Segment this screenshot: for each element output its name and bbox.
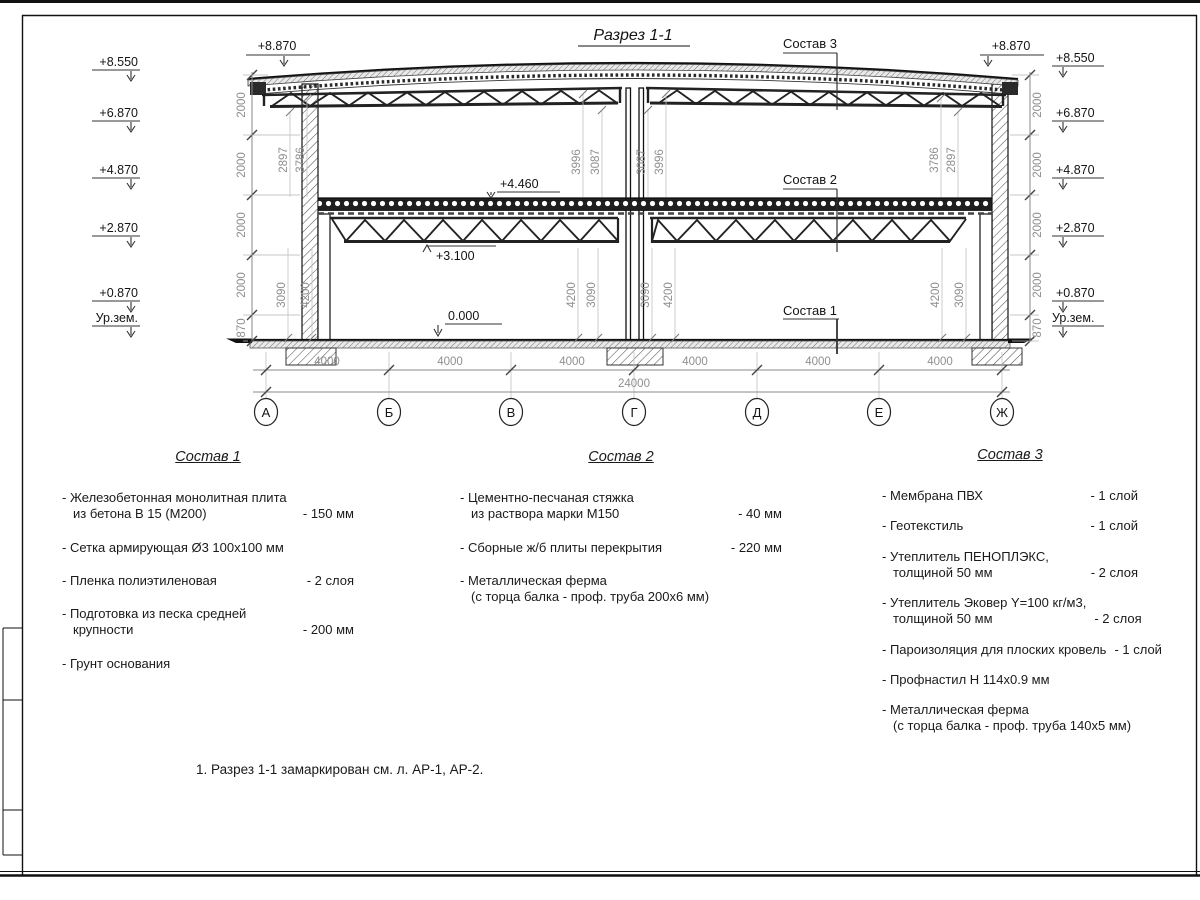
item-text [460,490,634,523]
item-text [882,672,1050,688]
item-text-line: из раствора марки М150 [471,506,620,522]
item-text-line: толщиной 50 мм [893,564,993,580]
dim-label: 2000 [1032,152,1044,178]
item-text-line: (с торца балка - проф. труба 140х5 мм) [893,718,1132,734]
composition-title: Состав 3 [977,447,1043,463]
dim-label: 2000 [236,272,248,298]
item-text [460,573,709,606]
dim-label: 4000 [437,356,463,368]
svg-text:+3.100: +3.100 [436,249,475,263]
elevation-mark [92,106,140,132]
foundations [286,348,1022,365]
item-text [882,518,963,534]
svg-text:+0.870: +0.870 [1056,286,1095,300]
elevation-mark [92,163,140,189]
dim-label: 2000 [1032,92,1044,118]
axis-label: Ж [995,405,1009,420]
elevation-mark [1052,286,1104,312]
dim-label: 4000 [314,356,340,368]
item-text-line: - Железобетонная монолитная плита [62,490,287,506]
item-text [882,702,1131,735]
item-text-line: - Сборные ж/б плиты перекрытия [460,539,663,555]
margin-stamp-boxes [3,628,22,855]
item-value: - 1 слой [1114,641,1162,657]
dim-label-total: 24000 [618,378,650,390]
item-text [62,606,246,639]
dim-label: 2000 [1032,272,1044,298]
dim-label: 870 [1032,318,1044,338]
item-text-line: крупности [73,622,134,638]
item-value: - 40 мм [738,506,782,522]
composition-item [460,573,782,606]
svg-text:+6.870: +6.870 [1056,106,1095,120]
item-text-line: - Мембрана ПВХ [882,488,983,504]
foundation-right [972,348,1022,365]
svg-text:+4.460: +4.460 [500,177,539,191]
item-text-line: - Подготовка из песка средней [62,606,247,622]
item-text-line: - Сетка армирующая Ø3 100х100 мм [62,539,284,555]
item-text [62,656,170,672]
elevation-marks-left [92,55,140,337]
ground-level-mark [92,311,140,337]
item-text-line: - Утеплитель Эковер Y=100 кг/м3, [882,595,1087,611]
dim-label: 4000 [927,356,953,368]
dim-label: 4000 [559,356,585,368]
composition-item [882,549,1138,582]
item-text [882,595,1086,628]
item-value: - 2 слоя [1094,611,1142,627]
composition-item [882,488,1138,504]
svg-text:0.000: 0.000 [448,309,480,323]
drawing-title: Разрез 1-1 [593,27,673,44]
item-text-line: - Профнастил Н 114х0.9 мм [882,671,1050,687]
dim-label: 2897 [278,147,290,173]
composition-item [62,540,354,556]
dim-label: 4200 [663,282,675,308]
level-mark-3100 [423,245,496,263]
dim-label: 3087 [636,149,648,175]
item-text-line: - Пленка полиэтиленовая [62,572,217,588]
composition-item [882,702,1138,735]
dim-label: 3087 [590,149,602,175]
item-text-line: - Геотекстиль [882,518,964,534]
dim-label: 2000 [236,92,248,118]
svg-text:+6.870: +6.870 [99,106,138,120]
level-mark-zero [434,309,502,336]
dim-label: 2000 [1032,212,1044,238]
svg-text:+2.870: +2.870 [99,221,138,235]
composition-list-1 [62,448,354,689]
dim-label: 4200 [300,282,312,308]
svg-text:+8.870: +8.870 [257,39,297,53]
svg-text:+4.870: +4.870 [99,163,138,177]
svg-text:+8.870: +8.870 [991,39,1031,53]
lower-internal-dims [276,248,970,342]
dim-label: 870 [236,318,248,338]
dim-label: 2000 [236,152,248,178]
item-text-line: - Цементно-песчаная стяжка [460,490,634,506]
dim-label: 4000 [682,356,708,368]
floor-truss-left [330,218,619,243]
hollow-core-slabs [318,200,992,211]
item-text-line: - Пароизоляция для плоских кровель [882,641,1107,657]
svg-text:Ур.зем.: Ур.зем. [1052,311,1095,325]
axis-label: А [261,405,271,420]
svg-text:+8.550: +8.550 [99,55,138,69]
item-text-line: толщиной 50 мм [893,611,993,627]
item-value: - 150 мм [302,506,354,522]
elevation-mark [92,286,140,312]
sheet-top-edge [0,0,1200,3]
elevation-mark [1052,163,1104,189]
composition-item [460,490,782,523]
axis-label: Д [752,405,762,420]
ground-level-mark [1052,311,1104,337]
item-text-line: из бетона В 15 (М200) [73,506,207,522]
composition-item [460,540,782,556]
item-value: - 2 слоя [306,572,354,588]
dim-label: 3090 [954,282,966,308]
elevation-mark [1052,106,1104,132]
dim-label: 3996 [654,149,666,175]
composition-item [62,490,354,523]
item-value: - 1 слой [1090,518,1138,534]
composition-list-2 [460,448,782,622]
dim-label: 4000 [805,356,831,368]
elevation-mark [1052,51,1104,77]
roof-truss-right [646,88,1006,107]
dim-label: 4200 [566,282,578,308]
composition-item [882,595,1142,628]
svg-text:Состав 1: Состав 1 [783,303,837,318]
item-text-line: (с торца балка - проф. труба 200х6 мм) [471,589,710,605]
roof-assembly [248,63,1018,95]
svg-text:Состав 2: Состав 2 [783,172,837,187]
dim-label: 2897 [946,147,958,173]
item-text [882,488,983,504]
elevation-mark [92,221,140,247]
drawing-note: 1. Разрез 1-1 замаркирован см. л. АР-1, АР-2. [196,762,484,777]
item-text-line: - Грунт основания [62,655,171,671]
svg-text:+4.870: +4.870 [1056,163,1095,177]
item-text-line: - Металлическая ферма [882,702,1029,718]
composition-title: Состав 1 [175,449,241,465]
floor-level2 [318,199,992,214]
elevation-marks-right [1052,51,1104,337]
parapet-mark-right [980,39,1044,66]
item-text-line: - Утеплитель ПЕНОПЛЭКС, [882,548,1049,564]
item-value: - 220 мм [730,539,782,555]
item-value: - 200 мм [302,622,354,638]
composition-item [62,656,354,672]
composition-title: Состав 2 [588,449,654,465]
parapet-right [1002,82,1018,95]
item-text-line: - Металлическая ферма [460,572,607,588]
dim-label: 3786 [929,147,941,173]
composition-item [882,518,1138,534]
dim-label: 3090 [640,282,652,308]
composition-item [882,672,1138,688]
dim-label: 4200 [930,282,942,308]
composition-item [882,641,1162,658]
svg-text:+8.550: +8.550 [1056,51,1095,65]
dim-label: 2000 [236,212,248,238]
side-column-left [318,214,330,340]
wall-right [992,84,1008,340]
svg-text:Состав 3: Состав 3 [783,36,837,51]
side-column-right [980,214,992,340]
svg-text:Ур.зем.: Ур.зем. [95,311,138,325]
item-text [62,490,287,523]
item-value: - 2 слоя [1090,564,1138,580]
item-value: - 1 слой [1090,488,1138,504]
item-text [62,573,217,589]
floor-truss-right [650,218,966,243]
level-mark-4460 [487,177,560,198]
elevation-mark [92,55,140,81]
composition-list-3 [882,446,1162,752]
dim-chain-right [1010,70,1044,346]
dim-label: 3786 [295,147,307,173]
axis-label: Е [874,405,884,420]
foundation-center [607,348,663,365]
dim-label: 3090 [276,282,288,308]
axis-label: Б [384,405,394,420]
composition-item [62,606,354,639]
parapet-mark-left [246,39,310,66]
svg-text:+0.870: +0.870 [99,286,138,300]
item-text [882,642,1106,658]
elevation-mark [1052,221,1104,247]
ground-slab [250,340,1010,348]
dim-label: 3090 [586,282,598,308]
axis-label: В [506,405,516,420]
dim-label: 3996 [571,149,583,175]
item-text [460,540,662,556]
item-text [62,540,284,556]
axis-label: Г [630,405,638,420]
axis-labels [262,405,1008,420]
svg-text:+2.870: +2.870 [1056,221,1095,235]
composition-item [62,573,354,589]
item-text [882,549,1049,582]
